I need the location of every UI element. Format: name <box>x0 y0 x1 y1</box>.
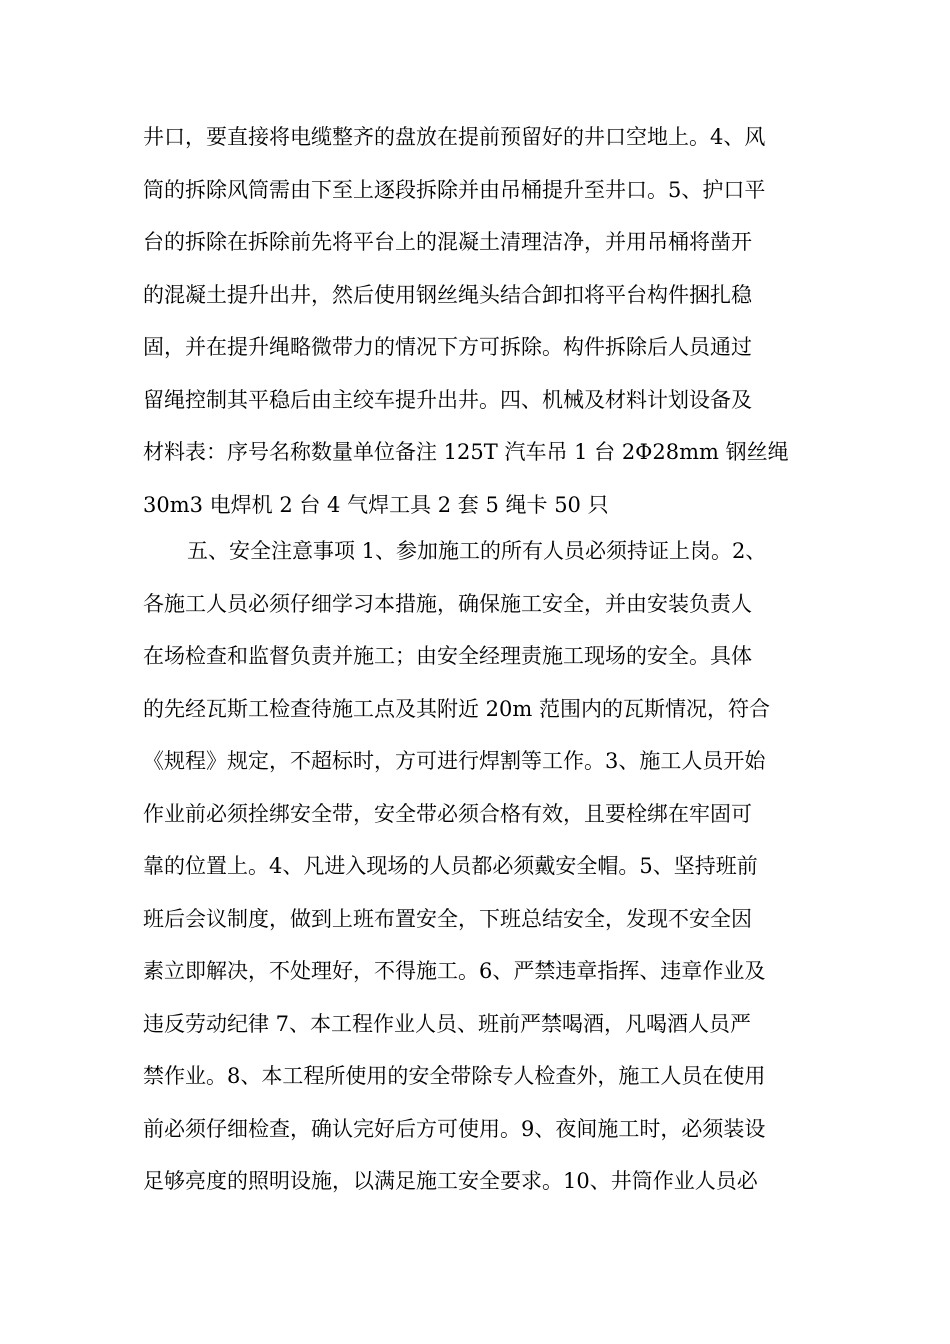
text-line: 班后会议制度，做到上班布置安全，下班总结安全，发现不安全因 <box>143 906 752 931</box>
text-line: 在场检查和监督负责并施工；由安全经理责施工现场的安全。具体 <box>143 644 752 668</box>
text-line: 素立即解决，不处理好，不得施工。6、严禁违章指挥、违章作业及 <box>143 959 766 983</box>
text-line: 井口，要直接将电缆整齐的盘放在提前预留好的井口空地上。4、风 <box>143 125 766 149</box>
text-line: 靠的位置上。4、凡进入现场的人员都必须戴安全帽。5、坚持班前 <box>143 854 758 878</box>
text-line: 的混凝土提升出井，然后使用钢丝绳头结合卸扣将平台构件捆扎稳 <box>143 282 752 307</box>
text-line: 的先经瓦斯工检查待施工点及其附近 20m 范围内的瓦斯情况，符合 <box>143 696 770 721</box>
text-line: 固，并在提升绳略微带力的情况下方可拆除。构件拆除后人员通过 <box>143 335 752 359</box>
text-line: 前必须仔细检查，确认完好后方可使用。9、夜间施工时，必须装设 <box>143 1116 766 1141</box>
text-line: 材料表：序号名称数量单位备注 125T 汽车吊 1 台 2Φ28mm 钢丝绳 <box>143 440 789 464</box>
text-line: 筒的拆除风筒需由下至上逐段拆除并由吊桶提升至井口。5、护口平 <box>143 177 766 202</box>
text-line: 台的拆除在拆除前先将平台上的混凝土清理洁净，并用吊桶将凿开 <box>143 230 752 254</box>
text-line: 《规程》规定，不超标时，方可进行焊割等工作。3、施工人员开始 <box>143 749 766 773</box>
text-line: 30m3 电焊机 2 台 4 气焊工具 2 套 5 绳卡 50 只 <box>143 492 609 517</box>
text-line: 足够亮度的照明设施，以满足施工安全要求。10、井筒作业人员必 <box>143 1169 758 1193</box>
text-line: 各施工人员必须仔细学习本措施，确保施工安全，并由安装负责人 <box>143 591 752 616</box>
paragraph-safety-notes <box>143 525 808 1208</box>
text-line: 作业前必须拴绑安全带，安全带必须合格有效，且要栓绑在牢固可 <box>143 801 752 826</box>
text-line: 留绳控制其平稳后由主绞车提升出井。四、机械及材料计划设备及 <box>143 387 752 412</box>
text-line: 禁作业。8、本工程所使用的安全带除专人检查外，施工人员在使用 <box>143 1064 766 1088</box>
text-line: 违反劳动纪律 7、本工程作业人员、班前严禁喝酒，凡喝酒人员严 <box>143 1011 752 1036</box>
text-line: 五、安全注意事项 1、参加施工的所有人员必须持证上岗。2、 <box>187 539 767 563</box>
paragraph-equipment-removal <box>143 111 808 531</box>
